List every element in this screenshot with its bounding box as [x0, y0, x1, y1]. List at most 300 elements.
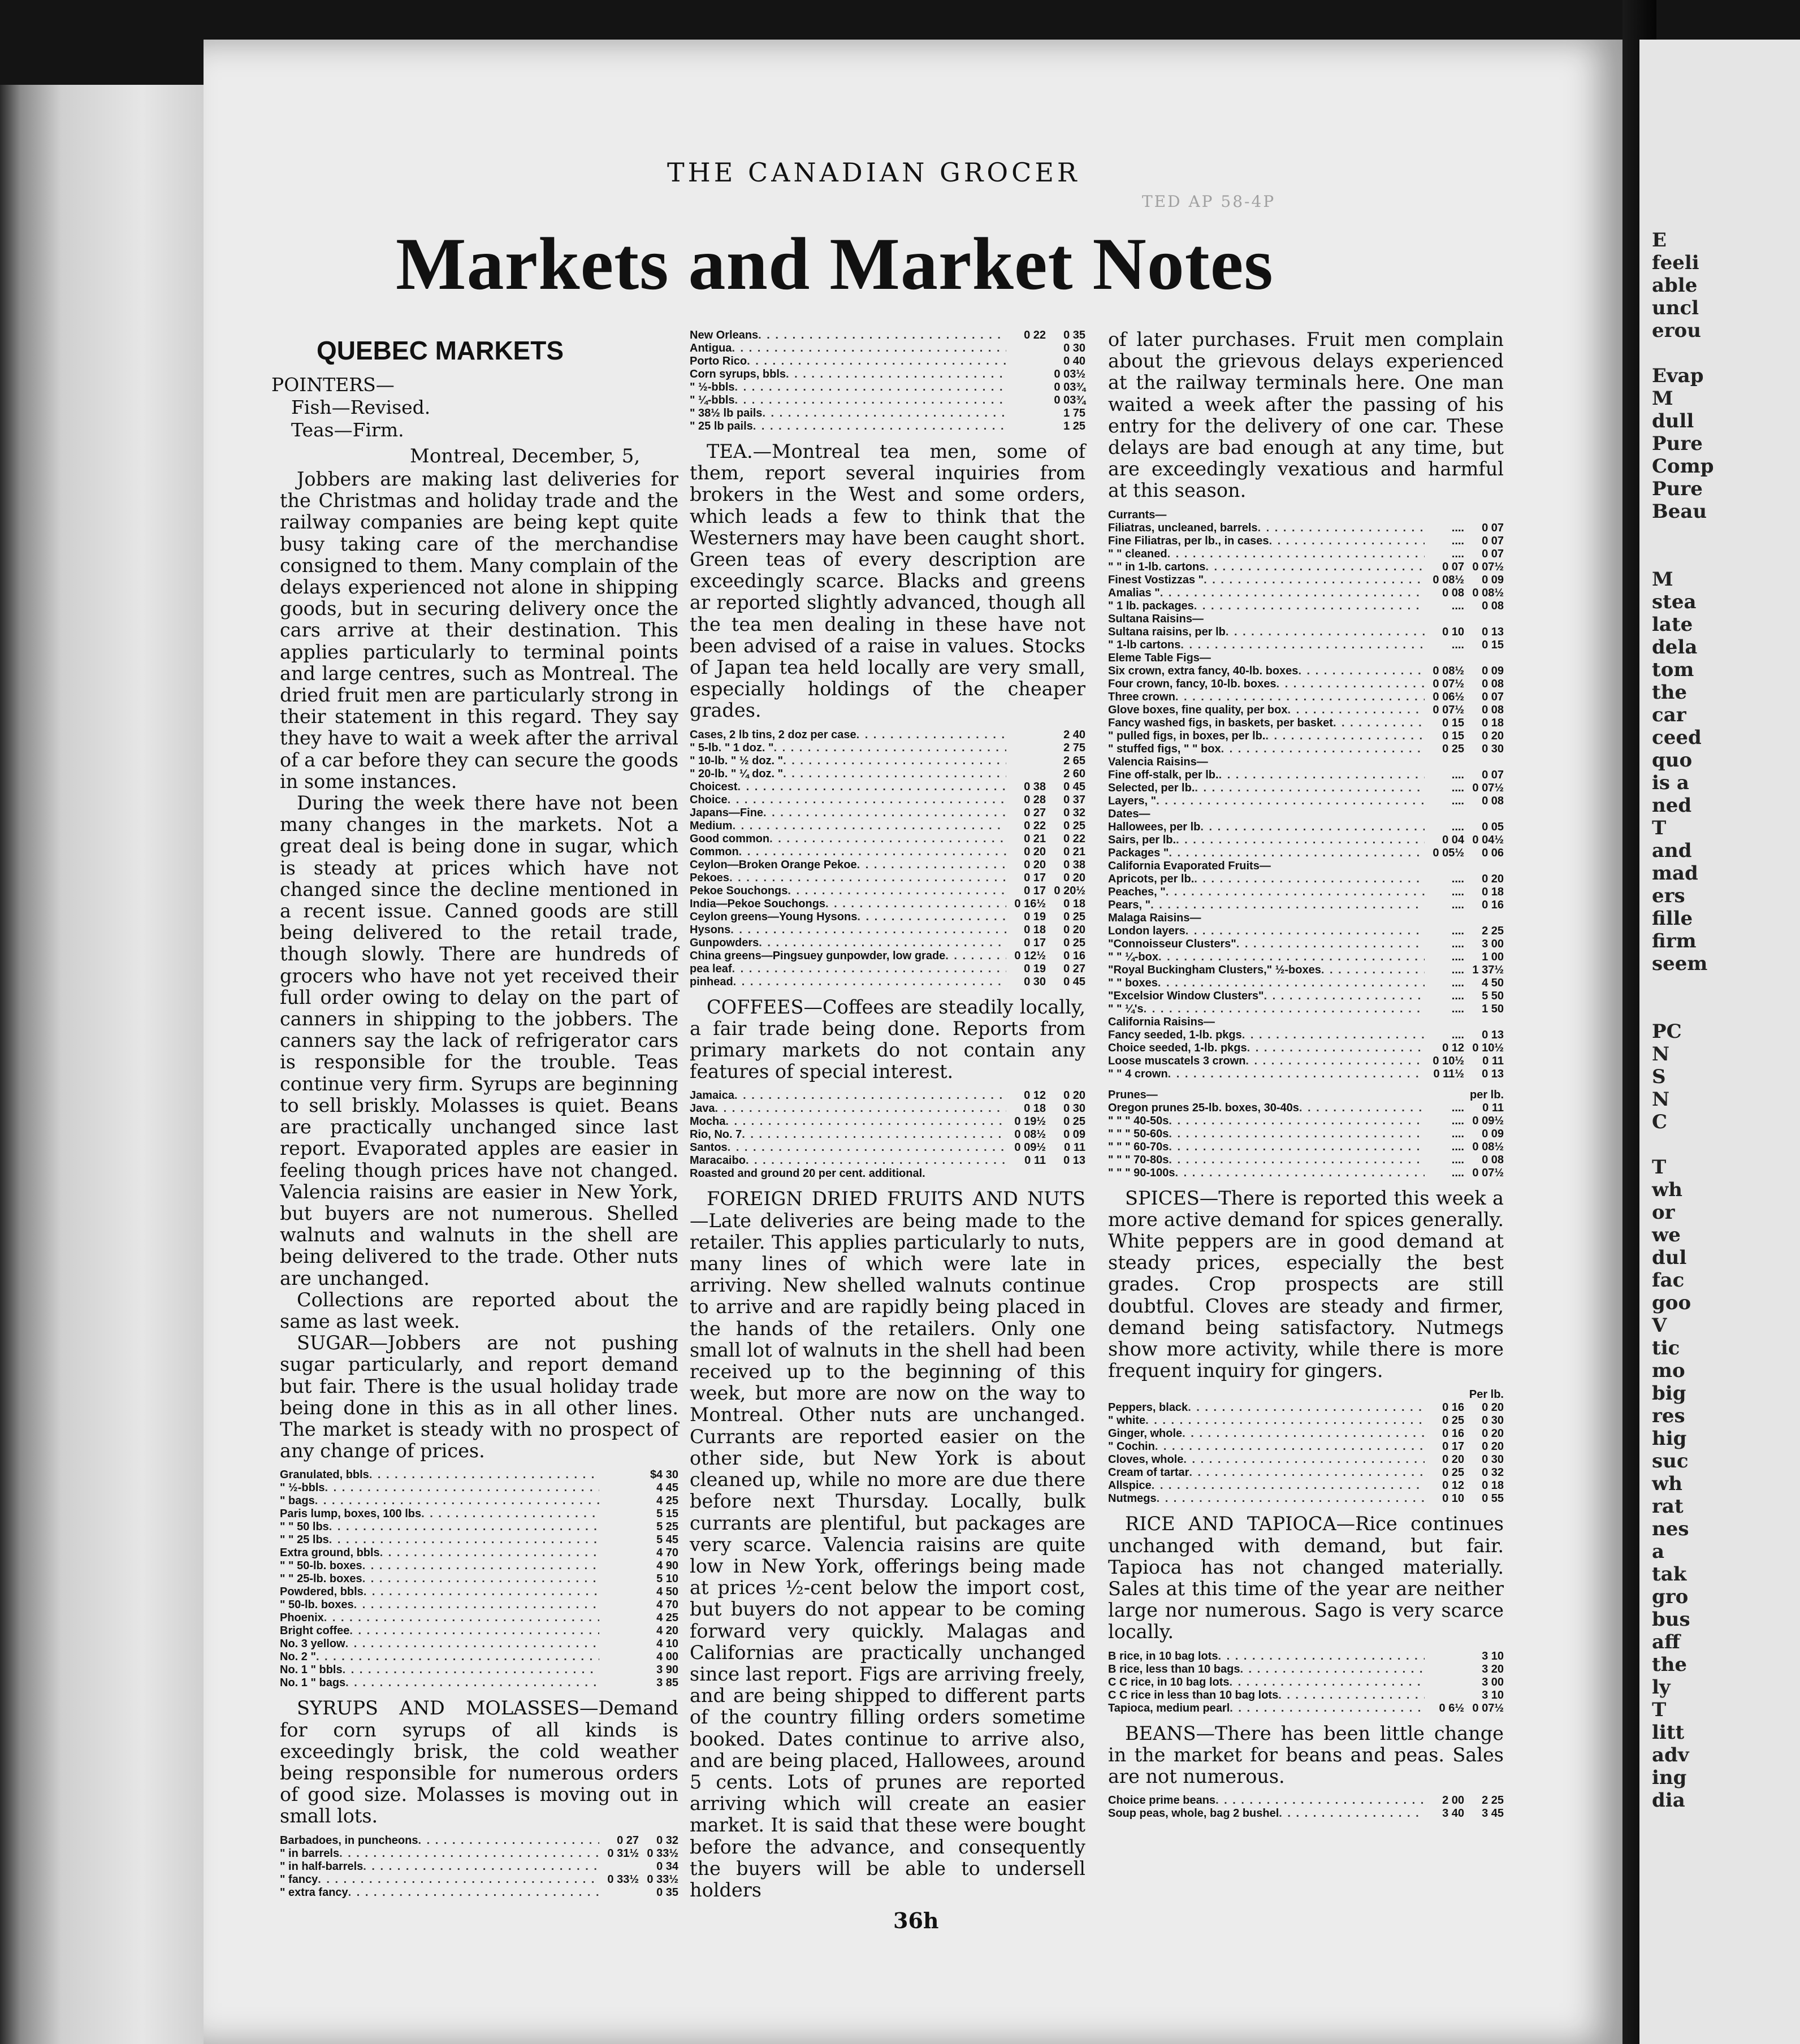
- price-item: "Excelsior Window Clusters": [1108, 989, 1264, 1002]
- leader-dots: [735, 381, 1007, 394]
- price-row: [1108, 990, 1504, 1003]
- price-item: Cases, 2 lb tins, 2 doz per case: [690, 728, 856, 741]
- price-item: Dates—: [1108, 807, 1150, 820]
- price-high: 0 13: [1482, 1028, 1504, 1041]
- paragraph-spices: SPICES—There is reported this week a more active demand for spices generally. White peppers are in good demand at steady prices, especially the best grades. Crop prospects are still doubtful. Cloves are steady and firmer, demand being satisfactory. Nutmegs show more activity, while there is more frequent inquiry for gingers.: [1108, 1186, 1504, 1382]
- price-high: 4 50: [1482, 976, 1504, 989]
- leader-dots: [1204, 574, 1425, 587]
- price-high: 0 34: [656, 1860, 678, 1873]
- price-low: 0 19½: [1014, 1115, 1046, 1128]
- price-high: 0 13: [1063, 1154, 1085, 1167]
- price-row: [280, 1834, 678, 1847]
- leader-dots: [1221, 743, 1425, 756]
- price-item: Paris lump, boxes, 100 lbs: [280, 1508, 422, 1521]
- price-high: 0 13: [1482, 1067, 1504, 1080]
- price-high: 0 20: [1482, 729, 1504, 742]
- leader-dots: [339, 1847, 599, 1860]
- price-high: 0 40: [1063, 355, 1085, 367]
- price-row: [1108, 1689, 1504, 1702]
- molasses-price-table-continued: [690, 329, 1085, 433]
- price-item: Allspice: [1108, 1479, 1152, 1492]
- price-row: [1108, 1414, 1504, 1427]
- leader-dots: [354, 1599, 599, 1612]
- price-high: 0 08½: [1472, 1140, 1504, 1153]
- price-high: 0 32: [1063, 806, 1085, 819]
- price-high: 0 45: [1063, 975, 1085, 988]
- price-item: " bags: [280, 1495, 315, 1508]
- price-low: 0 15: [1442, 716, 1464, 729]
- price-row: [1108, 561, 1504, 574]
- price-item: Choicest: [690, 780, 738, 793]
- price-low: 0 12½: [1014, 949, 1046, 962]
- price-row: [1108, 782, 1504, 795]
- price-row: [1108, 1650, 1504, 1663]
- price-low: [1006, 381, 1046, 394]
- price-row: [1108, 1663, 1504, 1676]
- price-row: [280, 1847, 678, 1860]
- price-row: [280, 1651, 678, 1664]
- leader-dots: [1218, 1650, 1425, 1663]
- price-item: Antigua: [690, 342, 732, 354]
- prunes-unit: per lb.: [1469, 1088, 1504, 1101]
- price-low: ....: [1451, 599, 1464, 612]
- price-item: Eleme Table Figs—: [1108, 651, 1211, 664]
- leader-dots: [763, 807, 1006, 820]
- leader-dots: [786, 368, 1006, 381]
- price-item: London layers: [1108, 924, 1185, 937]
- price-high: 0 09½: [1472, 1114, 1504, 1127]
- price-low: 0 17: [1024, 871, 1046, 884]
- price-high: 0 25: [1063, 1115, 1085, 1128]
- price-row: [280, 1560, 678, 1573]
- price-low: [599, 1664, 639, 1677]
- price-high: 0 21: [1063, 845, 1085, 858]
- price-row: [1108, 795, 1504, 808]
- price-low: [1006, 729, 1046, 742]
- price-row: [690, 963, 1085, 976]
- leader-dots: [733, 820, 1006, 833]
- price-item: Good common: [690, 832, 770, 845]
- leader-dots: [1276, 678, 1425, 691]
- price-row: [280, 1612, 678, 1625]
- leader-dots: [418, 1834, 599, 1847]
- price-high: 3 10: [1482, 1649, 1504, 1662]
- price-row: [690, 898, 1085, 911]
- leader-dots: [1185, 925, 1425, 938]
- price-row: [1108, 1794, 1504, 1807]
- price-item: Malaga Raisins—: [1108, 911, 1201, 924]
- price-row: [1108, 1807, 1504, 1820]
- price-high: 0 38: [1063, 858, 1085, 871]
- price-item: Corn syrups, bbls: [690, 368, 786, 380]
- price-row: [1108, 613, 1504, 626]
- price-row: [690, 846, 1085, 859]
- price-row: [1108, 743, 1504, 756]
- paragraph-rice: RICE AND TAPIOCA—Rice continues unchanged with demand, but fair. Tapioca has not changed materially. Sales at this time of the year are neither large nor numerous. Sago is very scarce locally.: [1108, 1513, 1504, 1643]
- facing-page-text: E feeli able uncl erou Evap M dull Pure Comp Pure Beau M stea late dela tom the car ceed quo is a ned T and mad ers fille firm seem PC N S N C T wh or we dul fac goo V tic mo big res hig suc wh rat nes a tak gro bus aff the ly T litt adv ing dia: [1652, 229, 1714, 1812]
- leader-dots: [728, 1141, 1006, 1154]
- price-low: [599, 1482, 639, 1495]
- price-high: 1 25: [1063, 420, 1085, 432]
- price-row: [1108, 1167, 1504, 1180]
- leader-dots: [773, 742, 1006, 755]
- price-high: 0 20½: [1054, 884, 1085, 897]
- price-row: [280, 1638, 678, 1651]
- price-low: 0 12: [1442, 1479, 1464, 1492]
- price-high: 0 08: [1482, 794, 1504, 807]
- price-high: 0 07½: [1472, 1701, 1504, 1714]
- price-row: [1108, 925, 1504, 938]
- leader-dots: [380, 1547, 599, 1560]
- price-row: [690, 329, 1085, 342]
- price-low: 0 19: [1024, 962, 1046, 975]
- price-high: 3 20: [1482, 1662, 1504, 1675]
- price-item: " in half-barrels: [280, 1860, 364, 1873]
- price-row: [1108, 1115, 1504, 1128]
- price-high: 0 20: [1482, 1440, 1504, 1453]
- leader-dots: [348, 1886, 599, 1899]
- price-item: " " 50 lbs: [280, 1521, 329, 1534]
- section-heading-quebec: QUEBEC MARKETS: [317, 336, 564, 365]
- price-item: " " " 60-70s: [1108, 1140, 1169, 1153]
- price-row: [690, 1141, 1085, 1154]
- price-row: [1108, 730, 1504, 743]
- price-high: 0 07: [1482, 534, 1504, 547]
- price-high: 2 25: [1482, 1794, 1504, 1807]
- price-low: [599, 1495, 639, 1508]
- price-item: " 38½ lb pails: [690, 407, 763, 419]
- price-low: ....: [1451, 1028, 1464, 1041]
- price-row: [1108, 1029, 1504, 1042]
- leader-dots: [1258, 522, 1425, 535]
- leader-dots: [783, 768, 1006, 781]
- price-low: [599, 1521, 639, 1534]
- leader-dots: [1180, 639, 1425, 652]
- price-row: [1108, 821, 1504, 834]
- price-low: 0 12: [1024, 1089, 1046, 1102]
- leader-dots: [769, 833, 1006, 846]
- price-row: [690, 820, 1085, 833]
- leader-dots: [421, 1508, 599, 1521]
- paragraph-beans: BEANS—There has been little change in the market for beans and peas. Sales are not numerous.: [1108, 1722, 1504, 1788]
- leader-dots: [364, 1586, 599, 1599]
- price-low: [599, 1860, 639, 1873]
- leader-dots: [730, 924, 1006, 937]
- sugar-price-table: [280, 1469, 678, 1690]
- price-row: [280, 1495, 678, 1508]
- price-low: [1006, 355, 1046, 368]
- price-high: 0 25: [1063, 910, 1085, 923]
- price-low: ....: [1451, 963, 1464, 976]
- price-item: No. 1 " bbls: [280, 1664, 343, 1677]
- price-low: [1006, 420, 1046, 433]
- price-item: " 50-lb. boxes: [280, 1599, 354, 1612]
- price-high: 0 13: [1482, 625, 1504, 638]
- leader-dots: [1144, 1003, 1425, 1016]
- price-row: [1108, 938, 1504, 951]
- price-low: ....: [1451, 898, 1464, 911]
- price-row: [690, 833, 1085, 846]
- leader-dots: [1188, 1401, 1425, 1414]
- price-item: Gunpowders: [690, 936, 759, 949]
- prunes-heading: Prunes—: [1108, 1088, 1158, 1101]
- price-row: [1108, 1055, 1504, 1068]
- price-low: ....: [1451, 1101, 1464, 1114]
- price-high: 5 25: [656, 1521, 678, 1534]
- leader-dots: [325, 1482, 600, 1495]
- price-item: " 20-lb. " ¼ doz. ": [690, 767, 784, 780]
- price-low: ....: [1451, 989, 1464, 1002]
- leader-dots: [753, 420, 1006, 433]
- price-row: [280, 1547, 678, 1560]
- coffee-price-table: [690, 1089, 1085, 1167]
- price-high: 0 30: [1482, 742, 1504, 755]
- price-high: 5 45: [656, 1534, 678, 1547]
- price-item: C C rice, in 10 bag lots: [1108, 1675, 1230, 1688]
- price-low: [1006, 342, 1046, 355]
- price-low: [599, 1573, 639, 1586]
- price-low: 0 19: [1024, 910, 1046, 923]
- price-high: 0 07½: [1472, 1166, 1504, 1179]
- page-title: Markets and Market Notes: [396, 222, 1274, 305]
- price-high: 4 10: [656, 1638, 678, 1651]
- price-row: [690, 807, 1085, 820]
- leader-dots: [1157, 1492, 1425, 1505]
- rice-price-table: [1108, 1650, 1504, 1715]
- price-item: Maracaibo: [690, 1154, 746, 1167]
- price-row: [1108, 691, 1504, 704]
- column-1: [271, 331, 678, 1907]
- price-item: Barbadoes, in puncheons: [280, 1834, 418, 1847]
- price-low: 0 20: [1024, 858, 1046, 871]
- leader-dots: [369, 1469, 599, 1482]
- price-item: " Cochin: [1108, 1440, 1155, 1453]
- column-2: [690, 329, 1085, 1901]
- price-item: " " ¼'s: [1108, 1002, 1144, 1015]
- price-item: Porto Rico: [690, 355, 747, 367]
- price-row: [690, 885, 1085, 898]
- price-row: [1108, 912, 1504, 925]
- price-high: 0 09: [1063, 1128, 1085, 1141]
- price-high: 0 05: [1482, 820, 1504, 833]
- price-high: 3 00: [1482, 1675, 1504, 1688]
- price-item: " 5-lb. " 1 doz. ": [690, 741, 774, 754]
- price-item: Bright coffee: [280, 1625, 350, 1638]
- price-row: [690, 781, 1085, 794]
- price-item: " " cleaned: [1108, 547, 1167, 560]
- leader-dots: [856, 729, 1006, 742]
- price-item: Finest Vostizzas ": [1108, 573, 1204, 586]
- price-item: Medium: [690, 819, 733, 832]
- price-low: ....: [1451, 1114, 1464, 1127]
- price-high: 0 08: [1482, 677, 1504, 690]
- leader-dots: [362, 1560, 599, 1573]
- price-low: 0 07: [1442, 560, 1464, 573]
- price-row: [1108, 704, 1504, 717]
- price-low: 0 08½: [1014, 1128, 1046, 1141]
- leader-dots: [1242, 1029, 1425, 1042]
- price-row: [1108, 652, 1504, 665]
- faded-stamp: TED AP 58-4P: [1142, 192, 1276, 211]
- price-item: Phoenix: [280, 1612, 324, 1625]
- price-item: " " 4 crown: [1108, 1067, 1168, 1080]
- price-high: 0 07½: [1472, 560, 1504, 573]
- price-row: [690, 742, 1085, 755]
- price-high: 0 07½: [1472, 781, 1504, 794]
- price-high: 0 08: [1482, 599, 1504, 612]
- price-low: 0 07½: [1433, 677, 1464, 690]
- price-row: [1108, 834, 1504, 847]
- price-row: [280, 1860, 678, 1873]
- price-high: 4 50: [656, 1586, 678, 1599]
- price-low: 0 25: [1442, 1414, 1464, 1427]
- price-low: 0 17: [1024, 884, 1046, 897]
- price-low: [599, 1534, 639, 1547]
- price-low: 0 06½: [1433, 690, 1464, 703]
- price-item: " pulled figs, in boxes, per lb.: [1108, 729, 1266, 742]
- price-low: [599, 1651, 639, 1664]
- price-low: [599, 1547, 639, 1560]
- price-row: [690, 976, 1085, 989]
- price-row: [1108, 756, 1504, 769]
- price-item: Mocha: [690, 1115, 726, 1128]
- leader-dots: [945, 950, 1006, 963]
- price-row: [690, 794, 1085, 807]
- price-item: Soup peas, whole, bag 2 bushel: [1108, 1807, 1279, 1820]
- price-high: 4 20: [656, 1625, 678, 1638]
- price-low: ....: [1451, 885, 1464, 898]
- price-high: 0 09: [1482, 1127, 1504, 1140]
- price-high: 0 20: [1482, 872, 1504, 885]
- dateline: Montreal, December, 5,: [410, 445, 641, 467]
- price-low: [599, 1638, 639, 1651]
- leader-dots: [1160, 587, 1425, 600]
- pointers-heading: POINTERS—: [271, 374, 395, 396]
- price-high: 0 18: [1482, 885, 1504, 898]
- price-low: [1425, 1676, 1464, 1689]
- facing-page: [1639, 40, 1800, 2044]
- price-high: 0 20: [1482, 1401, 1504, 1414]
- price-low: 0 09½: [1014, 1141, 1046, 1154]
- price-low: [1006, 755, 1046, 768]
- price-high: 0 25: [1063, 819, 1085, 832]
- price-low: 0 15: [1442, 729, 1464, 742]
- price-low: 0 20: [1442, 1453, 1464, 1466]
- leader-dots: [1205, 561, 1425, 574]
- price-item: Ginger, whole: [1108, 1427, 1183, 1440]
- leader-dots: [318, 1873, 599, 1886]
- leader-dots: [1145, 1414, 1425, 1427]
- price-low: 0 16: [1442, 1401, 1464, 1414]
- price-row: [1108, 1702, 1504, 1715]
- price-row: [1108, 1676, 1504, 1689]
- price-low: [599, 1612, 639, 1625]
- leader-dots: [725, 1115, 1006, 1128]
- price-row: [1108, 1102, 1504, 1115]
- pointer-item: Fish—Revised.: [291, 396, 431, 418]
- price-item: " " " 90-100s: [1108, 1166, 1175, 1179]
- price-high: 1 50: [1482, 1002, 1504, 1015]
- price-high: 0 07: [1482, 690, 1504, 703]
- price-row: [1108, 1016, 1504, 1029]
- price-row: [1108, 1141, 1504, 1154]
- leader-dots: [1175, 1167, 1425, 1180]
- leader-dots: [1169, 1128, 1425, 1141]
- price-row: [690, 394, 1085, 407]
- price-row: [280, 1886, 678, 1899]
- price-low: ....: [1451, 768, 1464, 781]
- price-high: 0 11: [1482, 1054, 1504, 1067]
- price-low: 0 08½: [1433, 573, 1464, 586]
- column-3: [1108, 329, 1504, 1828]
- price-low: ....: [1451, 950, 1464, 963]
- price-item: Fancy seeded, 1-lb. pkgs: [1108, 1028, 1242, 1041]
- price-high: 4 25: [656, 1612, 678, 1625]
- price-low: 0 30: [1024, 975, 1046, 988]
- price-item: C C rice in less than 10 bag lots: [1108, 1688, 1279, 1701]
- price-item: Java: [690, 1102, 715, 1115]
- price-low: ....: [1451, 1140, 1464, 1153]
- price-row: [1108, 860, 1504, 873]
- price-high: 0 30: [1482, 1414, 1504, 1427]
- pointers-box: [271, 374, 678, 441]
- price-high: 0 07: [1482, 768, 1504, 781]
- price-low: 3 40: [1442, 1807, 1464, 1820]
- price-item: pinhead: [690, 975, 733, 988]
- price-row: [1108, 951, 1504, 964]
- price-high: 0 10½: [1472, 1041, 1504, 1054]
- price-row: [1108, 509, 1504, 522]
- price-row: [280, 1534, 678, 1547]
- price-high: 0 33½: [647, 1873, 678, 1886]
- leader-dots: [1150, 899, 1425, 912]
- price-item: Hysons: [690, 923, 731, 936]
- price-item: China greens—Pingsuey gunpowder, low grade: [690, 949, 946, 962]
- price-row: [690, 755, 1085, 768]
- price-low: 0 18: [1024, 1102, 1046, 1115]
- price-high: 0 25: [1063, 936, 1085, 949]
- leader-dots: [1215, 1794, 1425, 1807]
- price-item: Choice seeded, 1-lb. pkgs: [1108, 1041, 1247, 1054]
- price-low: ....: [1451, 1127, 1464, 1140]
- price-row: [1108, 587, 1504, 600]
- price-high: 0 08: [1482, 1153, 1504, 1166]
- leader-dots: [1333, 717, 1425, 730]
- spices-unit: Per lb.: [1469, 1388, 1504, 1401]
- price-low: [599, 1886, 639, 1899]
- price-high: 0 08½: [1472, 586, 1504, 599]
- molasses-price-table: [280, 1834, 678, 1899]
- price-low: ....: [1451, 1002, 1464, 1015]
- price-item: Currants—: [1108, 508, 1167, 521]
- price-high: 0 16: [1063, 949, 1085, 962]
- price-row: [1108, 769, 1504, 782]
- price-item: " " boxes: [1108, 976, 1158, 989]
- leader-dots: [324, 1612, 599, 1625]
- price-low: 0 27: [617, 1834, 639, 1847]
- price-high: 4 00: [656, 1651, 678, 1664]
- price-high: 5 15: [656, 1508, 678, 1521]
- price-row: [280, 1599, 678, 1612]
- leader-dots: [1166, 886, 1425, 899]
- price-high: $4 30: [650, 1469, 678, 1482]
- leader-dots: [1175, 691, 1425, 704]
- price-item: " ¼-bbls: [690, 394, 735, 406]
- price-item: Glove boxes, fine quality, per box: [1108, 703, 1288, 716]
- price-row: [1108, 1479, 1504, 1492]
- price-low: 0 10½: [1433, 1054, 1464, 1067]
- price-item: Japans—Fine: [690, 806, 764, 819]
